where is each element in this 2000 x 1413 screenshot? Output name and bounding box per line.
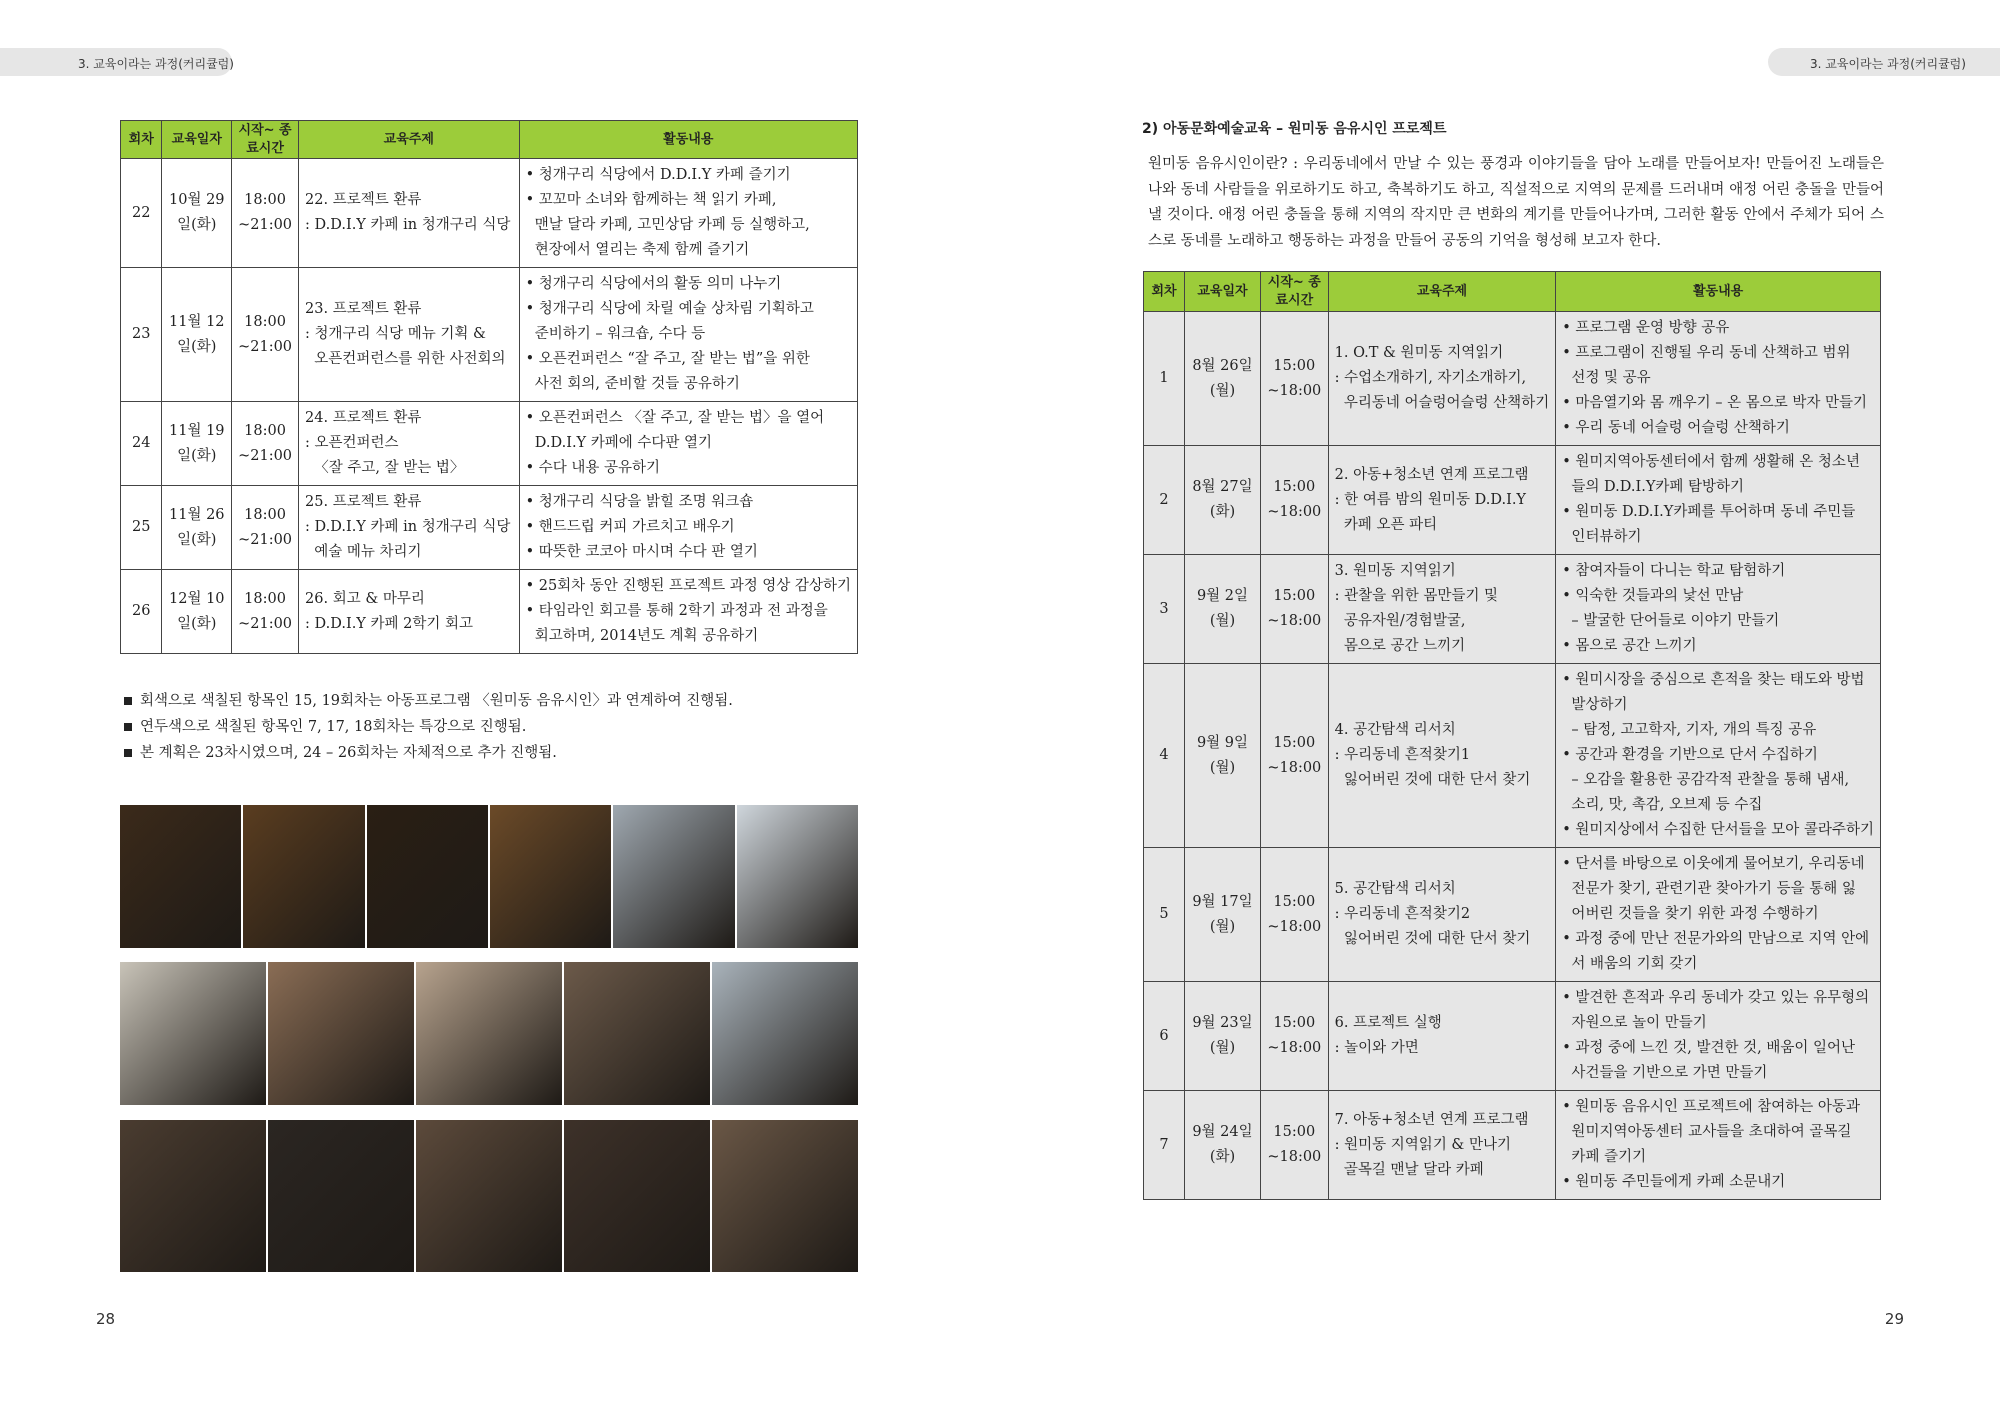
topic-line: 카페 오픈 파티 — [1334, 516, 1438, 533]
photo — [120, 805, 241, 948]
activity-line: 인터뷰하기 — [1562, 529, 1642, 545]
cell-activity — [519, 159, 857, 268]
activity-line: 소리, 맛, 촉감, 오브제 등 수집 — [1562, 797, 1763, 813]
table-row — [1144, 848, 1881, 982]
cell-topic — [1328, 848, 1556, 982]
cell-topic — [299, 268, 520, 402]
cell-round: 5 — [1144, 848, 1185, 982]
photo — [414, 962, 562, 1105]
table-row — [121, 159, 858, 268]
col-activity: 활동내용 — [519, 121, 857, 159]
page-number-left: 28 — [96, 1310, 116, 1328]
cell-activity — [1556, 848, 1881, 982]
topic-line: : 청개구리 식당 메뉴 기획 & — [305, 326, 486, 342]
topic-line: 5. 공간탐색 리서치 — [1334, 881, 1456, 897]
activity-line: • 원미지상에서 수집한 단서들을 모아 콜라주하기 — [1562, 822, 1874, 838]
section-intro: 원미동 음유시인이란? : 우리동네에서 만날 수 있는 풍경과 이야기들을 담아 노래를 만들어보자! 만들어진 노래들은 나와 동네 사람들을 위로하기도 하고, 축복하기도 하고, 직설적으로 지역의 문제를 드러내며 애정 어린 충돌을 만들어 낼 것이다. 애정 어린 충돌을 통해 지역의 작지만 큰 변화의 계기를 만들어나가며, 그러한 활동 안에서 주체가 되어 스스로 동네를 노래하고 행동하는 과정을 만들어 공동의 기억을 형성해 보고자 한다. — [1148, 156, 1884, 249]
table-row — [121, 268, 858, 402]
cell-time — [1260, 446, 1328, 555]
cell-time — [232, 402, 299, 486]
activity-line: 맨날 달라 카페, 고민상담 카페 등 실행하고, — [525, 217, 810, 233]
time-start: 18:00 — [244, 422, 286, 439]
table-row — [1144, 982, 1881, 1091]
cell-date: 9월 23일(월) — [1185, 982, 1261, 1091]
col-topic: 교육주제 — [299, 121, 520, 159]
cell-round: 22 — [121, 159, 162, 268]
topic-line: 잃어버린 것에 대한 단서 찾기 — [1334, 931, 1531, 947]
activity-line: 발상하기 — [1562, 697, 1628, 713]
topic-line: : 우리동네 흔적찾기2 — [1334, 906, 1471, 922]
topic-line: : 원미동 지역읽기 & 만나기 — [1334, 1136, 1511, 1153]
photo — [611, 805, 734, 948]
header-left — [0, 48, 232, 76]
activity-line: • 청개구리 식당에서의 활동 의미 나누기 — [525, 276, 782, 292]
cell-activity — [1556, 312, 1881, 446]
time-end: ~21:00 — [238, 447, 293, 464]
cell-round: 4 — [1144, 664, 1185, 848]
activity-line: • 25회차 동안 진행된 프로젝트 과정 영상 감상하기 — [525, 578, 851, 594]
activity-line: • 익숙한 것들과의 낯선 만남 — [1562, 588, 1744, 604]
activity-line: • 따뜻한 코코아 마시며 수다 판 열기 — [525, 544, 758, 560]
right-schedule-table — [1143, 271, 1881, 1200]
cell-topic — [1328, 982, 1556, 1091]
cell-time — [1260, 555, 1328, 664]
topic-line: 〈잘 주고, 잘 받는 법〉 — [305, 460, 465, 476]
cell-date: 9월 24일(화) — [1185, 1091, 1261, 1200]
activity-line: • 프로그램 운영 방향 공유 — [1562, 320, 1730, 336]
topic-line: : 우리동네 흔적찾기1 — [1334, 747, 1471, 763]
table-row — [121, 402, 858, 486]
cell-round: 23 — [121, 268, 162, 402]
topic-line: : D.D.I.Y 카페 in 청개구리 식당 — [305, 217, 511, 233]
cell-round: 24 — [121, 402, 162, 486]
cell-topic — [1328, 312, 1556, 446]
topic-line: 공유자원/경험발굴, — [1334, 613, 1466, 629]
activity-line: • 원미동 주민들에게 카페 소문내기 — [1562, 1174, 1786, 1190]
photo — [414, 1120, 562, 1272]
cell-date: 8월 26일(월) — [1185, 312, 1261, 446]
activity-line: 준비하기 – 워크숍, 수다 등 — [525, 326, 706, 342]
col-time: 시작~ 종료시간 — [1260, 272, 1328, 312]
table-row — [1144, 555, 1881, 664]
activity-line: • 원미동 D.D.I.Y카페를 투어하며 동네 주민들 — [1562, 504, 1856, 520]
cell-topic — [299, 159, 520, 268]
topic-line: 잃어버린 것에 대한 단서 찾기 — [1334, 772, 1531, 788]
page-number-right: 29 — [1884, 1310, 1904, 1328]
activity-line: • 수다 내용 공유하기 — [525, 460, 660, 476]
topic-line: 오픈컨퍼런스를 위한 사전회의 — [305, 351, 506, 367]
topic-line: 2. 아동+청소년 연계 프로그램 — [1334, 466, 1529, 483]
time-end: ~18:00 — [1267, 382, 1322, 399]
activity-line: 전문가 찾기, 관련기관 찾아가기 등을 통해 잃 — [1562, 881, 1856, 897]
photo — [365, 805, 488, 948]
topic-line: 우리동네 어슬렁어슬렁 산책하기 — [1334, 395, 1550, 411]
cell-round: 7 — [1144, 1091, 1185, 1200]
time-start: 15:00 — [1273, 893, 1316, 910]
cell-round: 26 — [121, 570, 162, 654]
cell-topic — [1328, 446, 1556, 555]
topic-line: 골목길 맨날 달라 카페 — [1334, 1161, 1484, 1178]
activity-line: • 오픈컨퍼런스 “잘 주고, 잘 받는 법”을 위한 — [525, 351, 810, 367]
time-start: 15:00 — [1273, 357, 1316, 374]
cell-date: 12월 10일(화) — [162, 570, 232, 654]
cell-topic — [299, 486, 520, 570]
activity-line: • 원미지역아동센터에서 함께 생활해 온 청소년 — [1562, 454, 1860, 470]
section-title: 2) 아동문화예술교육 – 원미동 음유시인 프로젝트 — [1142, 121, 1447, 137]
cell-round: 1 — [1144, 312, 1185, 446]
cell-time — [1260, 664, 1328, 848]
time-start: 15:00 — [1273, 734, 1316, 751]
activity-line: 들의 D.D.I.Y카페 탐방하기 — [1562, 479, 1745, 495]
cell-date: 10월 29일(화) — [162, 159, 232, 268]
time-end: ~21:00 — [238, 531, 293, 548]
photo — [266, 962, 414, 1105]
topic-line: 6. 프로젝트 실행 — [1334, 1015, 1442, 1031]
time-end: ~18:00 — [1267, 613, 1322, 629]
activity-line: D.D.I.Y 카페에 수다판 열기 — [525, 435, 713, 451]
cell-round: 3 — [1144, 555, 1185, 664]
photo — [562, 962, 710, 1105]
note-item: 본 계획은 23차시였으며, 24 – 26회차는 자체적으로 추가 진행됨. — [122, 740, 733, 766]
photo — [710, 962, 858, 1105]
activity-line: • 프로그램이 진행될 우리 동네 산책하고 범위 — [1562, 345, 1851, 361]
photo-strip-1 — [120, 805, 858, 948]
note-item: 회색으로 색칠된 항목인 15, 19회차는 아동프로그램 〈원미동 음유시인〉과 연계하여 진행됨. — [122, 688, 733, 714]
cell-time — [1260, 312, 1328, 446]
cell-activity — [519, 268, 857, 402]
topic-line: 몸으로 공간 느끼기 — [1334, 638, 1466, 654]
activity-line: • 타임라인 회고를 통해 2학기 과정과 전 과정을 — [525, 603, 828, 619]
photo — [120, 1120, 266, 1272]
photo-strip-3 — [120, 1120, 858, 1272]
activity-line: 선정 및 공유 — [1562, 370, 1651, 386]
activity-line: • 공간과 환경을 기반으로 단서 수집하기 — [1562, 747, 1818, 763]
cell-activity — [1556, 1091, 1881, 1200]
activity-line: • 과정 중에 만난 전문가와의 만남으로 지역 안에 — [1562, 931, 1870, 947]
cell-topic — [1328, 1091, 1556, 1200]
cell-time — [232, 159, 299, 268]
time-end: ~18:00 — [1267, 1149, 1322, 1165]
photo — [710, 1120, 858, 1272]
activity-line: • 우리 동네 어슬렁 어슬렁 산책하기 — [1562, 420, 1790, 436]
activity-line: 사전 회의, 준비할 것들 공유하기 — [525, 376, 740, 392]
cell-activity — [1556, 982, 1881, 1091]
topic-line: : 오픈컨퍼런스 — [305, 435, 399, 451]
time-end: ~21:00 — [238, 338, 293, 355]
topic-line: 7. 아동+청소년 연계 프로그램 — [1334, 1111, 1529, 1128]
cell-activity — [519, 486, 857, 570]
cell-time — [1260, 848, 1328, 982]
header-left-title: 3. 교육이라는 과정(커리큘럼) — [78, 57, 234, 71]
topic-line: : 놀이와 가면 — [1334, 1040, 1419, 1056]
photo — [562, 1120, 710, 1272]
topic-line: : 관찰을 위한 몸만들기 및 — [1334, 588, 1499, 604]
cell-date: 9월 9일(월) — [1185, 664, 1261, 848]
cell-time — [232, 570, 299, 654]
activity-line: • 청개구리 식당을 밝힐 조명 워크숍 — [525, 494, 754, 510]
cell-date: 9월 2일(월) — [1185, 555, 1261, 664]
photo — [266, 1120, 414, 1272]
activity-line: • 핸드드립 커피 가르치고 배우기 — [525, 519, 735, 535]
cell-activity — [519, 402, 857, 486]
time-end: ~18:00 — [1267, 1040, 1322, 1056]
cell-round: 25 — [121, 486, 162, 570]
photo — [241, 805, 364, 948]
cell-activity — [1556, 555, 1881, 664]
col-round: 회차 — [1144, 272, 1185, 312]
activity-line: – 오감을 활용한 공감각적 관찰을 통해 냄새, — [1562, 772, 1850, 788]
time-end: ~18:00 — [1267, 918, 1322, 935]
activity-line: • 과정 중에 느낀 것, 발견한 것, 배움이 일어난 — [1562, 1040, 1855, 1056]
table-notes — [122, 688, 733, 766]
photo — [120, 962, 266, 1105]
activity-line: – 발굴한 단어들로 이야기 만들기 — [1562, 613, 1780, 629]
cell-round: 6 — [1144, 982, 1185, 1091]
photo — [735, 805, 858, 948]
time-start: 18:00 — [244, 506, 286, 523]
cell-activity — [1556, 664, 1881, 848]
cell-topic — [299, 570, 520, 654]
topic-line: 예술 메뉴 차리기 — [305, 544, 422, 560]
cell-time — [232, 268, 299, 402]
topic-line: : 수업소개하기, 자기소개하기, — [1334, 370, 1527, 386]
cell-date: 11월 12일(화) — [162, 268, 232, 402]
activity-line: • 청개구리 식당에서 D.D.I.Y 카페 즐기기 — [525, 167, 791, 183]
photo — [488, 805, 611, 948]
cell-time — [1260, 982, 1328, 1091]
activity-line: 자원으로 놀이 만들기 — [1562, 1015, 1707, 1031]
cell-date: 9월 17일(월) — [1185, 848, 1261, 982]
activity-line: • 원미시장을 중심으로 흔적을 찾는 태도와 방법 — [1562, 672, 1865, 688]
time-start: 18:00 — [244, 192, 286, 208]
topic-line: 1. O.T & 원미동 지역읽기 — [1334, 345, 1504, 361]
time-end: ~21:00 — [238, 615, 293, 632]
time-start: 15:00 — [1273, 479, 1316, 495]
col-activity: 활동내용 — [1556, 272, 1881, 312]
header-right-title: 3. 교육이라는 과정(커리큘럼) — [1810, 57, 1966, 71]
col-topic: 교육주제 — [1328, 272, 1556, 312]
table-row — [1144, 664, 1881, 848]
cell-time — [1260, 1091, 1328, 1200]
left-schedule-table — [120, 120, 858, 654]
table-row — [1144, 1091, 1881, 1200]
activity-line: 원미지역아동센터 교사들을 초대하여 골목길 — [1562, 1124, 1852, 1140]
activity-line: • 꼬꼬마 소녀와 함께하는 책 읽기 카페, — [525, 192, 777, 208]
cell-topic — [1328, 664, 1556, 848]
activity-line: • 발견한 흔적과 우리 동네가 갖고 있는 유무형의 — [1562, 990, 1870, 1006]
time-start: 15:00 — [1273, 1015, 1316, 1031]
topic-line: 24. 프로젝트 환류 — [305, 410, 422, 426]
col-date: 교육일자 — [1185, 272, 1261, 312]
time-end: ~18:00 — [1267, 759, 1322, 776]
cell-topic — [299, 402, 520, 486]
photo-strip-2 — [120, 962, 858, 1105]
time-start: 18:00 — [244, 313, 286, 330]
cell-date: 8월 27일(화) — [1185, 446, 1261, 555]
col-date: 교육일자 — [162, 121, 232, 159]
col-time: 시작~ 종료시간 — [232, 121, 299, 159]
note-item: 연두색으로 색칠된 항목인 7, 17, 18회차는 특강으로 진행됨. — [122, 714, 733, 740]
topic-line: 26. 회고 & 마무리 — [305, 590, 425, 607]
table-row — [1144, 312, 1881, 446]
time-end: ~18:00 — [1267, 504, 1322, 520]
activity-line: • 청개구리 식당에 차릴 예술 상차림 기획하고 — [525, 301, 814, 317]
activity-line: 카페 즐기기 — [1562, 1149, 1647, 1165]
cell-activity — [519, 570, 857, 654]
activity-line: • 오픈컨퍼런스 〈잘 주고, 잘 받는 법〉을 열어 — [525, 410, 825, 426]
topic-line: 25. 프로젝트 환류 — [305, 494, 422, 510]
table-row — [121, 486, 858, 570]
cell-date: 11월 19일(화) — [162, 402, 232, 486]
cell-topic — [1328, 555, 1556, 664]
topic-line: : D.D.I.Y 카페 in 청개구리 식당 — [305, 519, 511, 535]
cell-date: 11월 26일(화) — [162, 486, 232, 570]
activity-line: • 원미동 음유시인 프로젝트에 참여하는 아동과 — [1562, 1099, 1860, 1115]
activity-line: 서 배움의 기회 갖기 — [1562, 956, 1698, 972]
cell-activity — [1556, 446, 1881, 555]
table-row — [121, 570, 858, 654]
activity-line: 현장에서 열리는 축제 함께 즐기기 — [525, 242, 750, 258]
activity-line: 어버린 것들을 찾기 위한 과정 수행하기 — [1562, 906, 1819, 922]
activity-line: 사건들을 기반으로 가면 만들기 — [1562, 1065, 1768, 1081]
topic-line: : D.D.I.Y 카페 2학기 회고 — [305, 615, 473, 632]
time-end: ~21:00 — [238, 217, 293, 233]
cell-time — [232, 486, 299, 570]
time-start: 15:00 — [1273, 1124, 1316, 1140]
table-row — [1144, 446, 1881, 555]
topic-line: 3. 원미동 지역읽기 — [1334, 563, 1456, 579]
topic-line: : 한 여름 밤의 원미동 D.D.I.Y — [1334, 491, 1527, 508]
cell-round: 2 — [1144, 446, 1185, 555]
activity-line: – 탐정, 고고학자, 기자, 개의 특징 공유 — [1562, 722, 1817, 738]
activity-line: • 단서를 바탕으로 이웃에게 물어보기, 우리동네 — [1562, 856, 1865, 872]
activity-line: • 몸으로 공간 느끼기 — [1562, 638, 1697, 654]
topic-line: 22. 프로젝트 환류 — [305, 192, 422, 208]
topic-line: 23. 프로젝트 환류 — [305, 301, 422, 317]
header-right — [1768, 48, 2000, 76]
time-start: 15:00 — [1273, 588, 1316, 604]
topic-line: 4. 공간탐색 리서치 — [1334, 722, 1456, 738]
time-start: 18:00 — [244, 590, 286, 607]
activity-line: • 참여자들이 다니는 학교 탐험하기 — [1562, 563, 1786, 579]
activity-line: 회고하며, 2014년도 계획 공유하기 — [525, 628, 759, 644]
activity-line: • 마음열기와 몸 깨우기 – 온 몸으로 박자 만들기 — [1562, 395, 1868, 411]
col-round: 회차 — [121, 121, 162, 159]
